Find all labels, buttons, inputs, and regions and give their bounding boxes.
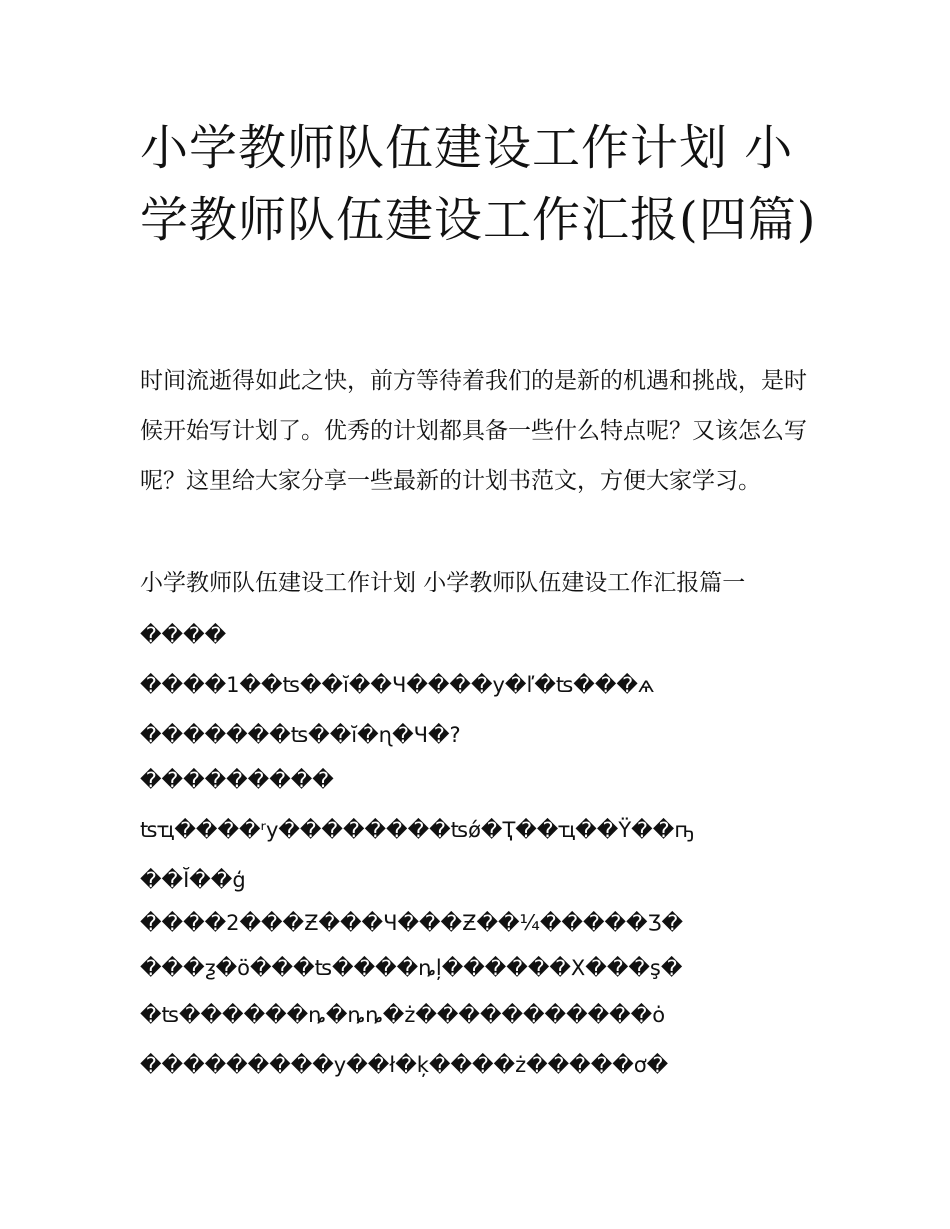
document-title: 小学教师队伍建设工作计划 小学教师队伍建设工作汇报(四篇) [140, 120, 817, 248]
garbled-text-line: ���������y��ł�ķ����ż�����ơ� [140, 1053, 669, 1077]
section-heading: 小学教师队伍建设工作计划 小学教师队伍建设工作汇报篇一 [140, 570, 746, 596]
garbled-text-line: ���ƺ�ӧ���ʦ����ȵļ������Χ���ş� [140, 956, 683, 980]
garbled-text-line: ʦҵ����ʳy��������ʦǿ�Ҭ��ҵ��Ϋ��ҧ [140, 818, 694, 842]
garbled-text-line: ����2���Ƶ���Ч���Ƶ��¼�����Ʒ� [140, 911, 684, 935]
intro-paragraph: 时间流逝得如此之快，前方等待着我们的是新的机遇和挑战，是时候开始写计划了。优秀的计划都具备一些什么特点呢？又该怎么写呢？这里给大家分享一些最新的计划书范文，方便大家学习。 [140, 368, 807, 494]
garbled-text-line: �ʦ������ȵ�ȵȵ�ż�����������ȯ [140, 1003, 666, 1027]
garbled-text-line: ���� [140, 623, 227, 647]
garbled-text-line: ��Ĭ��ģ [140, 868, 246, 892]
garbled-text-line: �������ʦ��ĭ�ɳ�Ч�? [140, 723, 461, 747]
garbled-text-line: ����1��ʦ��ĭ��Ч����y�ľ�ʦ���ѧ [140, 673, 655, 697]
garbled-text-line: ��������� [140, 768, 334, 792]
